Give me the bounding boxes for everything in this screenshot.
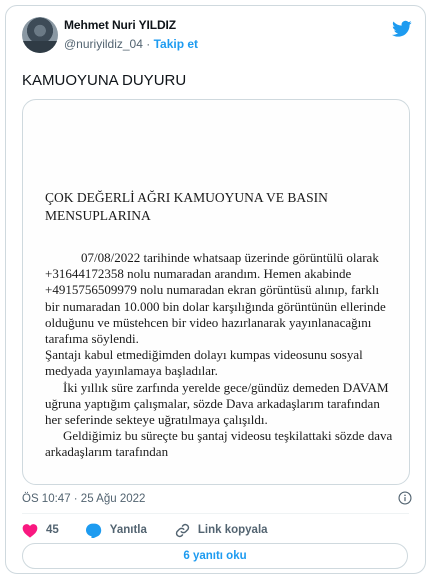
action-bar	[22, 521, 268, 539]
heart-icon	[22, 523, 38, 538]
follow-button[interactable]: Takip et	[153, 37, 199, 51]
document-paragraph: Şantajı kabul etmediğimden dolayı kumpas videosunu sosyal medyada yayınlamaya başladılar.	[45, 347, 363, 379]
document-paragraph: İki yıllık süre zarfında yerelde gece/gündüz demeden DAVAM uğruna yaptığım çalışmalar, sözde Dava arkadaşlarım tarafından her seferinde sekteye uğratılmaya çalışıldı.	[45, 379, 389, 428]
reply-button[interactable]	[85, 523, 147, 538]
read-replies-button[interactable]: 6 yanıtı oku	[22, 543, 408, 569]
author-name[interactable]: Mehmet Nuri YILDIZ	[64, 18, 176, 32]
document-paragraph: 07/08/2022 tarihinde whatsaap üzerinde görüntülü olarak +31644172358 nolu numaradan arandım. Hemen akabinde +4915756509979 nolu numaradan ekran görüntüsü alınıp, farklı bir numaradan 10.000 bin dolar karşılığında görüntünün ellerinde olduğunu ve müstehcen bir video hazırlanarak yayınlanacağını tarafıma söylendi.	[45, 250, 386, 347]
tweet-timestamp[interactable]: ÖS 10:47 · 25 Ağu 2022	[22, 493, 146, 505]
copy-link-label: Link kopyala	[197, 524, 268, 536]
copy-link-button[interactable]	[175, 523, 268, 538]
tweet-text: KAMUOYUNA DUYURU	[22, 72, 187, 89]
divider	[22, 513, 409, 514]
like-button[interactable]	[22, 523, 59, 538]
like-count: 45	[46, 524, 59, 536]
avatar[interactable]	[22, 17, 58, 53]
twitter-bird-icon[interactable]	[392, 20, 412, 38]
document-text	[45, 189, 395, 461]
author-meta	[64, 37, 198, 51]
tweet-image[interactable]	[22, 99, 410, 485]
document-heading: ÇOK DEĞERLİ AĞRI KAMUOYUNA VE BASIN MENSUPLARINA	[45, 190, 328, 223]
reply-label: Yanıtla	[109, 524, 147, 536]
separator-dot: ·	[146, 37, 151, 51]
document-paragraph: Geldiğimiz bu süreçte bu şantaj videosu teşkilattaki sözde dava arkadaşlarım tarafından	[45, 428, 393, 460]
tweet-card	[5, 5, 426, 574]
reply-icon	[85, 523, 102, 538]
link-icon	[175, 523, 190, 538]
author-handle[interactable]: @nuriyildiz_04	[64, 37, 143, 51]
info-icon[interactable]	[398, 491, 412, 505]
